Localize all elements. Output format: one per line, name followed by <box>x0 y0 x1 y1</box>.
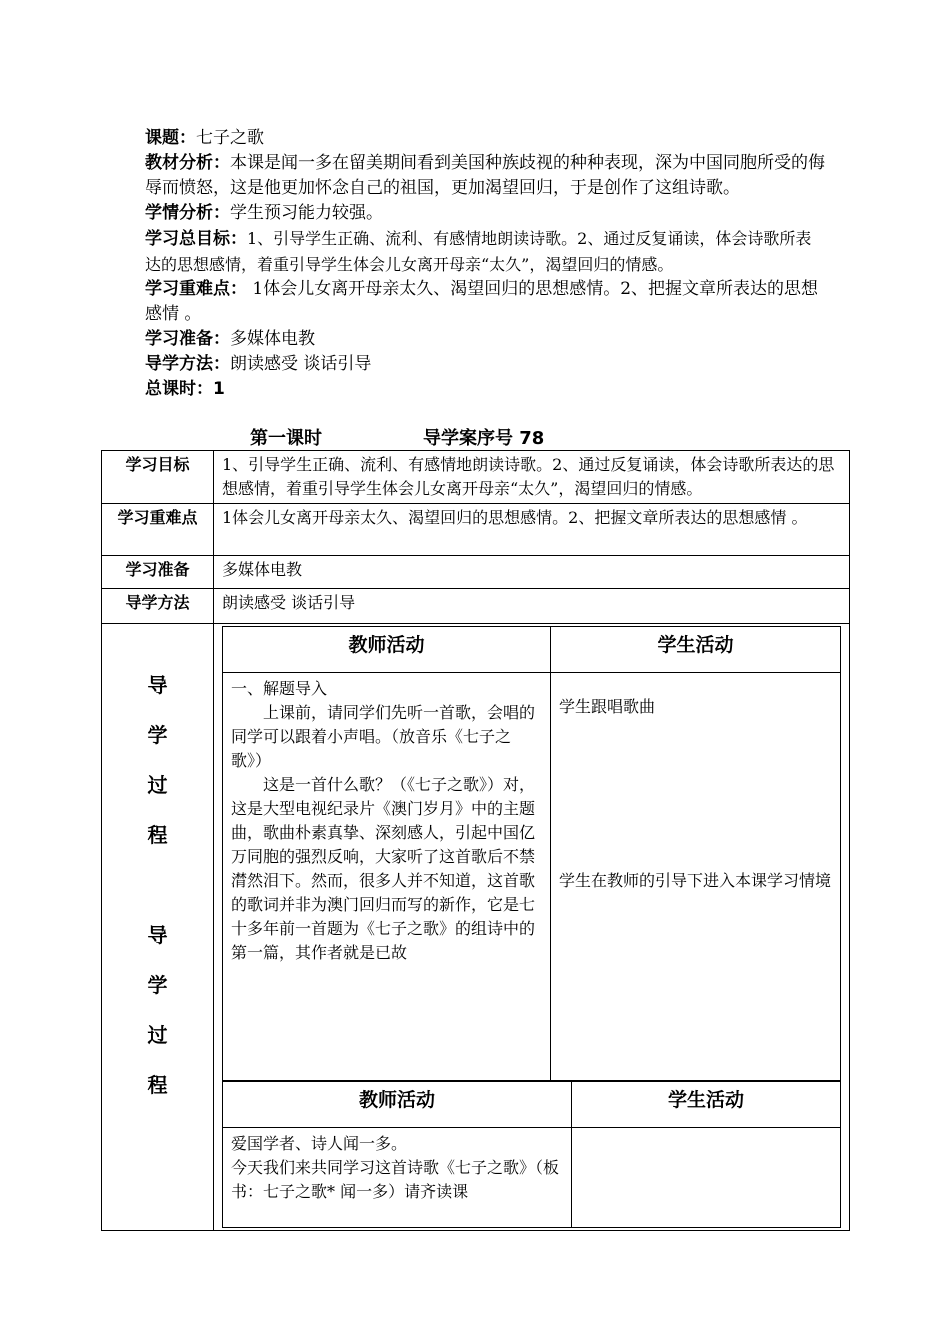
process-content <box>214 624 850 1231</box>
lesson-period: 第一课时 <box>250 428 322 449</box>
key-label-cell: 学习重难点 <box>102 504 214 556</box>
student-activity-1 <box>551 673 841 1081</box>
method-label-cell: 导学方法 <box>102 589 214 624</box>
process-char: 学 <box>147 973 168 997</box>
process-gap <box>110 860 205 910</box>
student-analysis <box>145 201 825 226</box>
overall-goals <box>145 226 825 277</box>
teacher-activity-header: 教师活动 <box>223 627 551 673</box>
activity-table-2 <box>222 1081 841 1228</box>
total-hours <box>145 377 825 402</box>
material-label: 教材分析： <box>145 153 230 173</box>
topic-value: 七子之歌 <box>196 128 264 148</box>
goal-text: 1、引导学生正确、流利、有感情地朗读诗歌。2、通过反复诵读，体会诗歌所表达的思想感情，着重引导学生体会儿女离开母亲“太久”，渴望回归的情感。 <box>214 451 850 504</box>
material-text: 本课是闻一多在留美期间看到美国种族歧视的种种表现，深为中国同胞所受的侮辱而愤怒，这是他更加怀念自己的祖国，更加渴望回归，于是创作了这组诗歌。 <box>145 153 825 198</box>
process-char: 过 <box>147 1023 168 1047</box>
process-char: 导 <box>147 923 168 947</box>
process-char: 过 <box>147 773 168 797</box>
material-analysis <box>145 151 825 201</box>
process-label-cell <box>102 624 214 1231</box>
preparation <box>145 327 825 352</box>
topic-line <box>145 126 825 151</box>
student-activity-2 <box>572 1128 841 1228</box>
prep-text-cell: 多媒体电教 <box>214 556 850 589</box>
topic-label: 课题： <box>145 128 196 148</box>
teacher-1-para1: 上课前，请同学们先听一首歌，会唱的同学可以跟着小声唱。（放音乐《七子之歌》） <box>231 703 536 770</box>
case-number: 导学案序号 78 <box>423 428 545 449</box>
process-char: 程 <box>147 1073 168 1097</box>
student-1b: 学生在教师的引导下进入本课学习情境 <box>559 871 832 890</box>
key-points <box>145 277 825 327</box>
teacher-activity-2 <box>223 1128 572 1228</box>
goals-label: 学习总目标： <box>145 229 247 249</box>
method-text-cell: 朗读感受 谈话引导 <box>214 589 850 624</box>
student-1a: 学生跟唱歌曲 <box>559 697 656 716</box>
prep-label: 学习准备： <box>145 329 230 349</box>
teacher-1-para2: 这是一首什么歌？（《七子之歌》）对，这是大型电视纪录片《澳门岁月》中的主题曲，歌曲朴素真挚、深刻感人，引起中国亿万同胞的强烈反响，大家听了这首歌后不禁潸然泪下。然而，很多人并不知道，这首歌的歌词并非为澳门回归而写的新作，它是七十多年前一首题为《七子之歌》的组诗中的第一篇，其作者就是已故 <box>231 775 536 962</box>
hours-value: 1 <box>213 379 225 399</box>
key-text-cell: 1体会儿女离开母亲太久、渴望回归的思想感情。2、把握文章所表达的思想感情 。 <box>214 504 850 556</box>
lesson-plan-intro <box>145 126 825 402</box>
teacher-2-para1: 爱国学者、诗人闻一多。 <box>231 1134 408 1153</box>
key-text: 1体会儿女离开母亲太久、渴望回归的思想感情。2、把握文章所表达的思想感情 。 <box>145 279 819 324</box>
process-label-vertical <box>110 626 205 1110</box>
process-char: 学 <box>147 723 168 747</box>
prep-label-cell: 学习准备 <box>102 556 214 589</box>
teaching-method <box>145 352 825 377</box>
process-char: 程 <box>147 823 168 847</box>
prep-text: 多媒体电教 <box>230 329 315 349</box>
teacher-activity-header-2: 教师活动 <box>223 1082 572 1128</box>
teacher-2-para2: 今天我们来共同学习这首诗歌《七子之歌》（板书：七子之歌* 闻一多）请齐读课 <box>231 1158 560 1201</box>
teacher-1-title: 一、解题导入 <box>231 679 328 698</box>
activity-table-1 <box>222 626 841 1081</box>
method-label: 导学方法： <box>145 354 230 374</box>
method-text: 朗读感受 谈话引导 <box>230 354 372 374</box>
lesson-plan-table <box>101 450 850 1231</box>
students-text: 学生预习能力较强。 <box>230 203 383 223</box>
process-char: 导 <box>147 673 168 697</box>
teacher-activity-1 <box>223 673 551 1081</box>
hours-label: 总课时： <box>145 379 213 399</box>
students-label: 学情分析： <box>145 203 230 223</box>
goal-label: 学习目标 <box>102 451 214 504</box>
student-activity-header-2: 学生活动 <box>572 1082 841 1128</box>
goals-text: 1、引导学生正确、流利、有感情地朗读诗歌。2、通过反复诵读，体会诗歌所表达的思想感情，着重引导学生体会儿女离开母亲“太久”，渴望回归的情感。 <box>145 229 812 274</box>
student-activity-header: 学生活动 <box>551 627 841 673</box>
key-label: 学习重难点： <box>145 279 247 299</box>
